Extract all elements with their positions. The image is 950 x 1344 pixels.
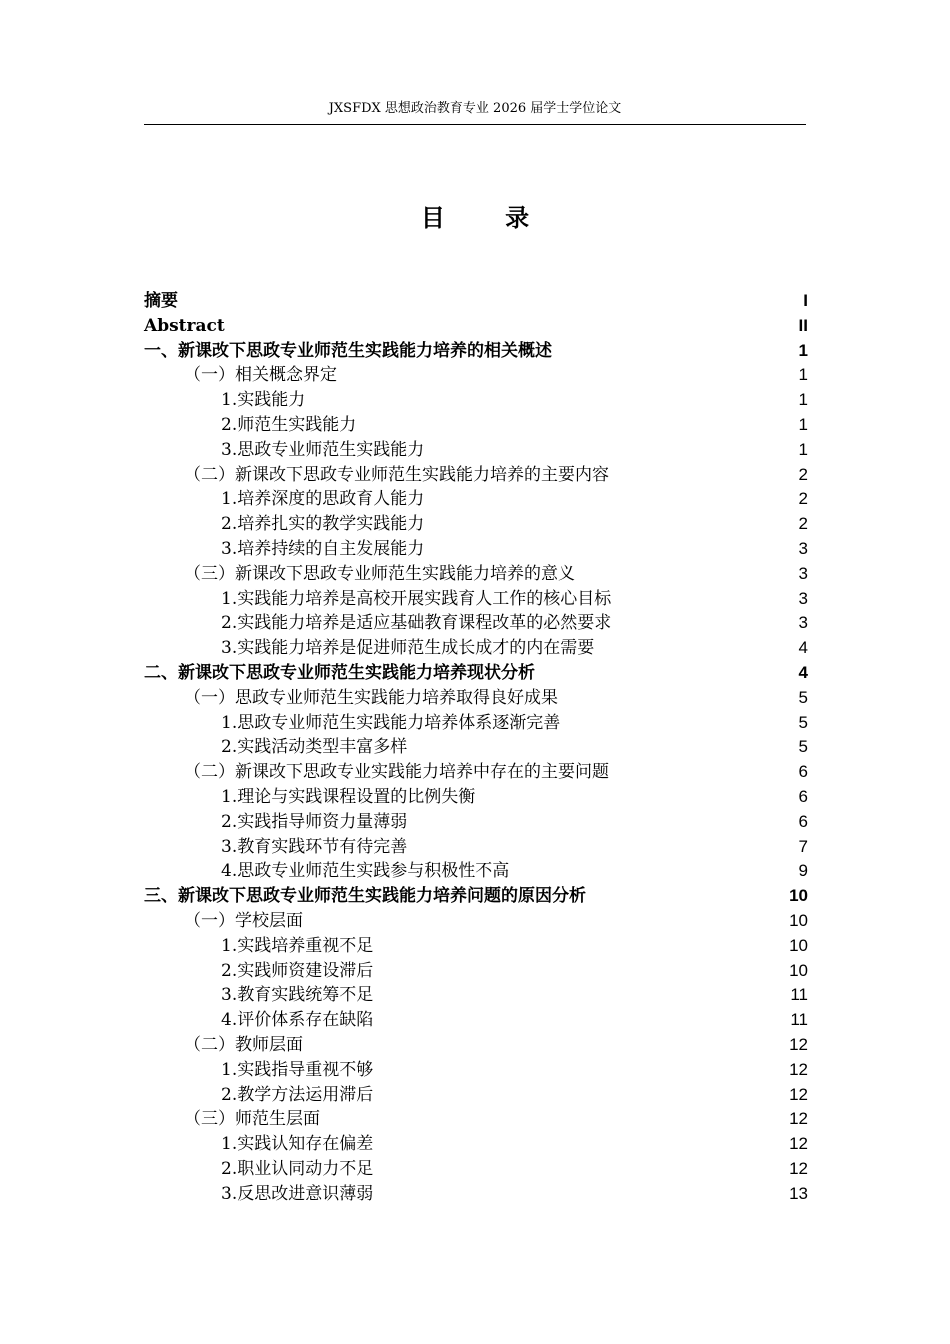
toc-entry[interactable] (144, 686, 808, 711)
toc-entry[interactable] (144, 314, 808, 339)
toc-entry-title: 3.思政专业师范生实践能力 (221, 439, 425, 460)
toc-entry[interactable] (144, 934, 808, 959)
toc-entry-page: 3 (798, 588, 808, 608)
toc-entry-title: （二）新课改下思政专业实践能力培养中存在的主要问题 (184, 762, 609, 783)
toc-entry[interactable] (144, 959, 808, 984)
toc-entry[interactable] (144, 810, 808, 835)
toc-entry[interactable] (144, 1058, 808, 1083)
toc-entry[interactable] (144, 487, 808, 512)
toc-entry-page: 1 (798, 439, 808, 459)
toc-entry-page: 12 (789, 1158, 808, 1178)
toc-entry-title: 1.实践培养重视不足 (221, 935, 374, 956)
toc-entry-page: 6 (798, 762, 808, 782)
toc-entry-title: 3.教育实践统筹不足 (221, 985, 374, 1006)
toc-entry-title: 3.反思改进意识薄弱 (221, 1183, 374, 1204)
toc-entry-title: 1.培养深度的思政育人能力 (221, 489, 425, 510)
header-rule (144, 124, 806, 125)
toc-entry[interactable] (144, 611, 808, 636)
toc-entry-title: 三、新课改下思政专业师范生实践能力培养问题的原因分析 (144, 886, 586, 907)
toc-entry-title: 二、新课改下思政专业师范生实践能力培养现状分析 (144, 662, 535, 683)
toc-entry-title: 2.职业认同动力不足 (221, 1158, 374, 1179)
toc-entry-page: 5 (798, 687, 808, 707)
toc-entry[interactable] (144, 289, 808, 314)
toc-entry[interactable] (144, 835, 808, 860)
toc-title: 目 录 (420, 204, 556, 232)
toc-entry-title: （一）学校层面 (184, 910, 303, 931)
toc-entry-page: 5 (798, 712, 808, 732)
toc-entry-page: 11 (790, 985, 808, 1005)
toc-entry[interactable] (144, 587, 808, 612)
toc-entry-title: 3.教育实践环节有待完善 (221, 836, 408, 857)
toc-entry-title: 摘要 (144, 291, 178, 311)
toc-entry-page: II (798, 315, 808, 335)
toc-entry[interactable] (144, 909, 808, 934)
toc-entry-page: 6 (798, 786, 808, 806)
toc-entry-page: 10 (789, 960, 808, 980)
toc-entry-title: 3.培养持续的自主发展能力 (221, 538, 425, 559)
toc-entry-title: 1.实践认知存在偏差 (221, 1134, 374, 1155)
toc-entry-page: 10 (789, 886, 808, 906)
toc-entry[interactable] (144, 661, 808, 686)
toc-entry-page: 2 (798, 464, 808, 484)
toc-entry-page: 7 (798, 836, 808, 856)
toc-entry-title: 2.实践师资建设滞后 (221, 960, 374, 981)
toc-entry[interactable] (144, 339, 808, 364)
toc-entry-title: 2.实践指导师资力量薄弱 (221, 811, 408, 832)
toc-entry-page: 12 (789, 1109, 808, 1129)
toc-entry-title: 1.思政专业师范生实践能力培养体系逐渐完善 (221, 712, 561, 733)
toc-entry[interactable] (144, 413, 808, 438)
toc-entry-page: 1 (798, 365, 808, 385)
table-of-contents (144, 289, 808, 1206)
toc-entry-title: （一）相关概念界定 (184, 365, 337, 386)
toc-entry[interactable] (144, 760, 808, 785)
toc-entry-title: （三）师范生层面 (184, 1109, 320, 1130)
toc-entry-page: 2 (798, 514, 808, 534)
toc-entry-page: 11 (790, 1010, 808, 1030)
toc-entry-page: 2 (798, 489, 808, 509)
toc-entry-title: （二）教师层面 (184, 1034, 303, 1055)
toc-entry-page: 4 (798, 662, 808, 682)
toc-entry[interactable] (144, 1107, 808, 1132)
toc-entry[interactable] (144, 363, 808, 388)
toc-entry-page: 12 (789, 1084, 808, 1104)
toc-entry-title: （二）新课改下思政专业师范生实践能力培养的主要内容 (184, 464, 609, 485)
toc-entry[interactable] (144, 463, 808, 488)
running-header: JXSFDX 思想政治教育专业 2026 届学士学位论文 (328, 101, 622, 116)
toc-entry-title: 一、新课改下思政专业师范生实践能力培养的相关概述 (144, 340, 552, 361)
toc-entry-page: I (803, 291, 808, 310)
toc-entry[interactable] (144, 537, 808, 562)
toc-entry-title: 1.理论与实践课程设置的比例失衡 (221, 786, 476, 807)
toc-entry[interactable] (144, 1157, 808, 1182)
toc-entry-page: 1 (798, 390, 808, 410)
toc-entry[interactable] (144, 785, 808, 810)
toc-entry[interactable] (144, 1182, 808, 1207)
toc-entry[interactable] (144, 735, 808, 760)
toc-entry[interactable] (144, 636, 808, 661)
toc-entry[interactable] (144, 1132, 808, 1157)
toc-entry-page: 1 (798, 414, 808, 434)
toc-entry-title: 4.思政专业师范生实践参与积极性不高 (221, 861, 510, 882)
toc-entry[interactable] (144, 884, 808, 909)
toc-entry[interactable] (144, 438, 808, 463)
toc-entry-page: 3 (798, 613, 808, 633)
toc-entry-title: （一）思政专业师范生实践能力培养取得良好成果 (184, 687, 558, 708)
toc-entry-page: 10 (789, 910, 808, 930)
toc-entry-page: 9 (798, 861, 808, 881)
toc-entry[interactable] (144, 1083, 808, 1108)
toc-entry-title: （三）新课改下思政专业师范生实践能力培养的意义 (184, 563, 575, 584)
toc-entry-title: 2.实践能力培养是适应基础教育课程改革的必然要求 (221, 613, 612, 634)
toc-entry[interactable] (144, 983, 808, 1008)
toc-entry-title: 2.培养扎实的教学实践能力 (221, 514, 425, 535)
toc-entry-page: 4 (798, 638, 808, 658)
toc-entry-title: 4.评价体系存在缺陷 (221, 1010, 374, 1031)
toc-entry[interactable] (144, 562, 808, 587)
toc-entry-page: 1 (798, 340, 808, 360)
toc-entry[interactable] (144, 388, 808, 413)
toc-entry-title: Abstract (144, 315, 225, 336)
toc-entry-title: 2.教学方法运用滞后 (221, 1084, 374, 1105)
toc-entry-title: 3.实践能力培养是促进师范生成长成才的内在需要 (221, 638, 595, 659)
toc-entry-page: 3 (798, 563, 808, 583)
toc-entry-page: 6 (798, 811, 808, 831)
toc-entry-title: 2.实践活动类型丰富多样 (221, 737, 408, 758)
toc-entry[interactable] (144, 1033, 808, 1058)
toc-entry[interactable] (144, 711, 808, 736)
toc-entry-title: 1.实践能力培养是高校开展实践育人工作的核心目标 (221, 588, 612, 609)
toc-entry-title: 2.师范生实践能力 (221, 414, 357, 435)
toc-entry-title: 1.实践指导重视不够 (221, 1059, 374, 1080)
toc-entry-page: 12 (789, 1059, 808, 1079)
toc-entry[interactable] (144, 1008, 808, 1033)
toc-entry[interactable] (144, 859, 808, 884)
toc-entry-page: 3 (798, 538, 808, 558)
toc-entry[interactable] (144, 512, 808, 537)
toc-entry-title: 1.实践能力 (221, 390, 306, 411)
toc-entry-page: 13 (789, 1183, 808, 1203)
toc-entry-page: 12 (789, 1134, 808, 1154)
toc-entry-page: 5 (798, 737, 808, 757)
toc-entry-page: 12 (789, 1034, 808, 1054)
toc-entry-page: 10 (789, 935, 808, 955)
